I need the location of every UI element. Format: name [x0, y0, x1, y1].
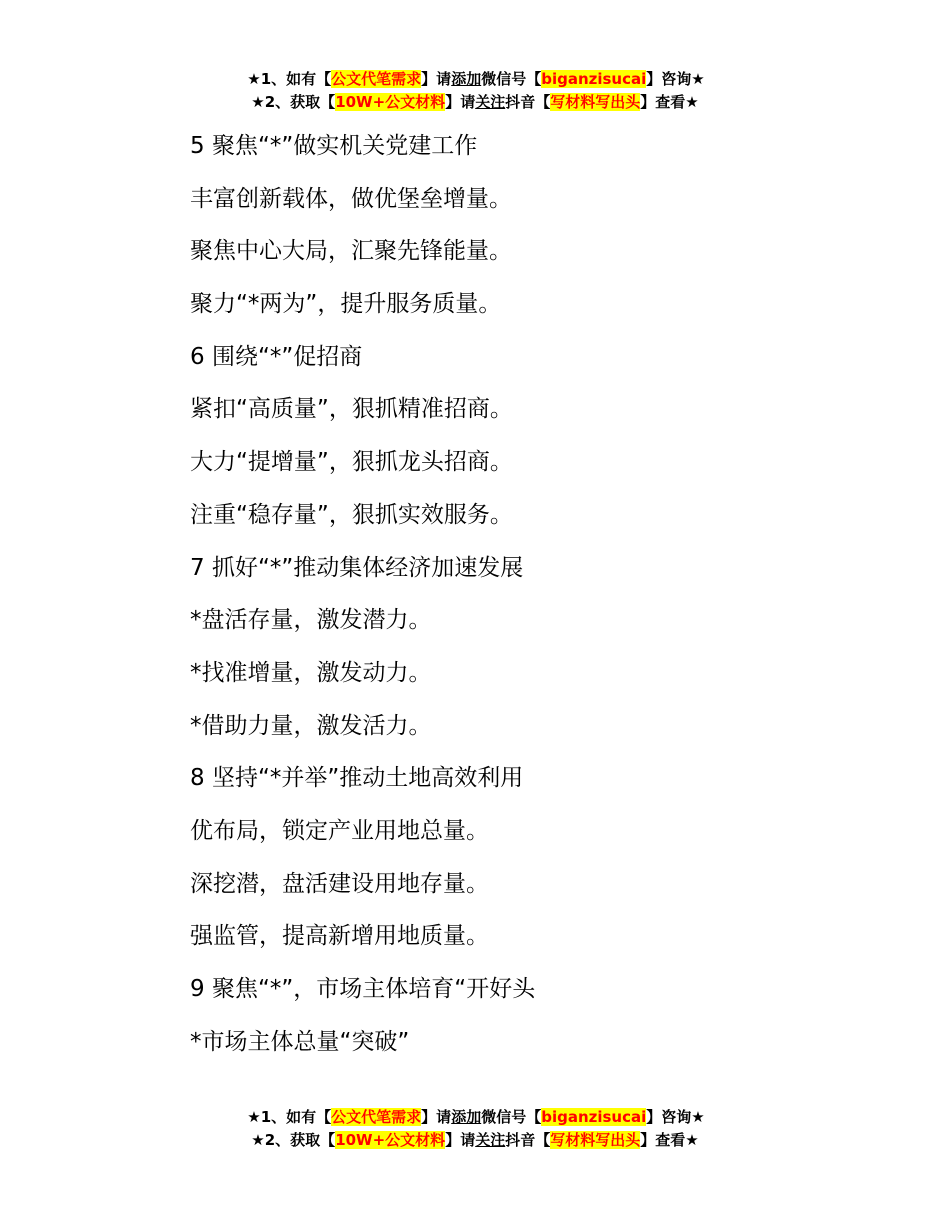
banner-line-2: ★2、获取【10W+公文材料】请关注抖音【写材料写出头】查看★ [251, 1131, 699, 1149]
star-icon: ★ [251, 93, 265, 111]
paragraph: 紧扣“高质量”，狠抓精准招商。 [190, 396, 513, 423]
paragraph: 9 聚焦“*”，市场主体培育“开好头 [190, 976, 536, 1002]
paragraph: *找准增量，激发动力。 [190, 659, 432, 686]
star-icon: ★ [251, 1131, 265, 1149]
banner-line-2: ★2、获取【10W+公文材料】请关注抖音【写材料写出头】查看★ [251, 93, 699, 111]
paragraph: 7 抓好“*”推动集体经济加速发展 [190, 554, 524, 581]
paragraph: 丰富创新载体，做优堡垒增量。 [190, 185, 512, 212]
highlight-text: 公文代笔需求 [331, 1108, 422, 1126]
paragraph: 聚焦中心大局，汇聚先锋能量。 [190, 238, 512, 265]
highlight-text: 10W+公文材料 [335, 1131, 446, 1149]
highlight-text: 写材料写出头 [550, 93, 641, 111]
footer-banner [0, 1106, 950, 1152]
paragraph: 优布局，锁定产业用地总量。 [190, 817, 489, 844]
paragraph: 注重“稳存量”，狠抓实效服务。 [190, 501, 513, 528]
highlight-text: biganzisucai [541, 1108, 647, 1126]
star-icon: ★ [247, 70, 261, 88]
paragraph: 大力“提增量”，狠抓龙头招商。 [190, 449, 513, 476]
paragraph: *盘活存量，激发潜力。 [190, 607, 432, 634]
highlight-text: 写材料写出头 [550, 1131, 641, 1149]
banner-line-1: ★1、如有【公文代笔需求】请添加微信号【biganzisucai】咨询★ [247, 1108, 705, 1126]
paragraph: 8 坚持“*并举”推动土地高效利用 [190, 765, 524, 792]
banner-line-1: ★1、如有【公文代笔需求】请添加微信号【biganzisucai】咨询★ [247, 70, 705, 88]
paragraph: 深挖潜，盘活建设用地存量。 [190, 870, 489, 897]
paragraph: 强监管，提高新增用地质量。 [190, 923, 489, 950]
paragraph: 聚力“*两为”，提升服务质量。 [190, 291, 502, 318]
document-body [190, 120, 890, 1068]
highlight-text: biganzisucai [541, 70, 647, 88]
highlight-text: 公文代笔需求 [331, 70, 422, 88]
paragraph: 5 聚焦“*”做实机关党建工作 [190, 133, 478, 159]
paragraph: 6 围绕“*”促招商 [190, 343, 363, 370]
header-banner [0, 68, 950, 114]
highlight-text: 10W+公文材料 [335, 93, 446, 111]
paragraph: *市场主体总量“突破” [190, 1028, 410, 1055]
paragraph: *借助力量，激发活力。 [190, 712, 432, 739]
star-icon: ★ [247, 1108, 261, 1126]
